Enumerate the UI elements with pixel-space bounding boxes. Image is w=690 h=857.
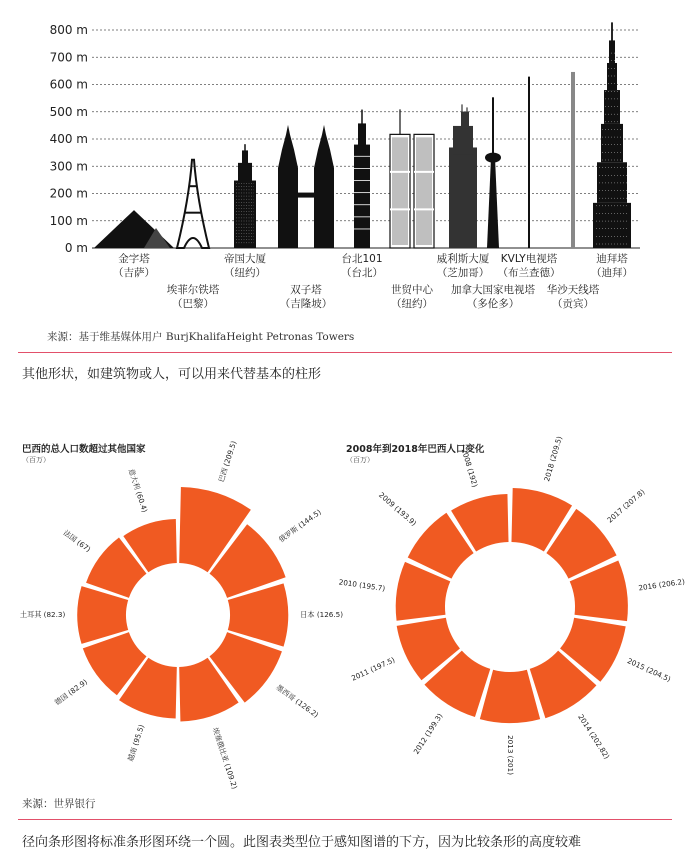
empire-crown: [242, 150, 248, 165]
radial-bar-label: 2016 (206.2): [637, 576, 686, 593]
burj-tier: [601, 124, 623, 162]
radial-bar-label: 2014 (202.82): [576, 712, 612, 761]
building-location-label: （多伦多）: [466, 298, 520, 310]
radial-bar-label: 2015 (204.5): [625, 656, 673, 684]
willis-mid: [453, 126, 473, 155]
building-name-label: 世贸中心: [391, 284, 433, 296]
building-7: [485, 97, 501, 248]
burj-tier: [604, 90, 620, 124]
building-location-label: （迪拜）: [591, 267, 633, 279]
building-location-label: （芝加哥）: [436, 267, 490, 279]
building-name-label: 双子塔: [290, 284, 322, 296]
building-shapes: [94, 22, 631, 248]
radial-bar-label: 意大利 (60.4): [126, 467, 150, 514]
building-name-label: 威利斯大厦: [436, 253, 490, 265]
petronas-skybridge: [298, 193, 314, 198]
radial-bar-label: 2011 (197.5): [349, 655, 397, 683]
radial-bar-label: 2017 (207.8): [605, 487, 647, 525]
building-10: [593, 22, 631, 248]
y-tick-label: 800 m: [49, 23, 88, 37]
wtc-tower-facade: [416, 137, 432, 245]
y-tick-label: 500 m: [49, 104, 88, 119]
y-tick-label: 400 m: [49, 132, 88, 146]
radial-bar-label: 2008 (192): [459, 447, 480, 489]
building-6: [449, 104, 477, 248]
taipei-body: [354, 144, 370, 248]
radial-bar-label: 法国 (67): [61, 528, 93, 554]
building-location-label: （布兰查德）: [497, 267, 561, 279]
building-5: [390, 109, 434, 248]
radial-chart-1-title: 巴西的总人口数超过其他国家: [22, 444, 146, 455]
empire-upper: [238, 163, 252, 184]
radial-bar-label: 2010 (195.7): [338, 577, 386, 593]
y-tick-label: 600 m: [49, 77, 88, 92]
building-location-label: （吉萨）: [113, 267, 155, 279]
petronas-tower: [278, 125, 298, 248]
radial-bar-label: 墨西哥 (126.2): [274, 682, 321, 720]
y-tick-label: 700 m: [49, 50, 88, 65]
y-tick-labels: [50, 23, 88, 255]
radial-bar-label: 日本 (126.5): [300, 610, 344, 619]
caption-2: 径向条形图将标准条形图环绕一个圆。此图表类型位于感知图谱的下方，因为比较条形的高度较难: [22, 835, 582, 850]
building-name-label: 埃菲尔铁塔: [166, 284, 220, 296]
y-tick-label: 100 m: [49, 213, 88, 228]
building-name-label: 迪拜塔: [596, 253, 628, 265]
radial-chart-1-unit: （百万）: [22, 456, 50, 464]
divider-1: [18, 352, 672, 353]
taipei-top: [358, 123, 366, 145]
radial-bar-label: 2009 (193.9): [377, 490, 419, 528]
building-location-label: （巴黎）: [172, 298, 214, 310]
building-location-label: （吉隆坡）: [279, 298, 333, 310]
building-1: [177, 160, 209, 248]
building-2: [234, 144, 256, 248]
building-location-label: （贡宾）: [552, 298, 594, 310]
building-location-label: （台北）: [341, 267, 383, 279]
radial-bar-label: 2018 (209.5): [542, 435, 564, 483]
radial-bar-label: 2012 (199.3): [411, 711, 445, 756]
building-name-label: KVLY电视塔: [500, 253, 558, 265]
building-name-label: 帝国大厦: [224, 253, 266, 265]
radial-bar-label: 2013 (201): [506, 735, 516, 776]
radial-bar-label: 德国 (82.9): [52, 677, 90, 708]
willis-body: [449, 147, 477, 248]
building-height-chart: [0, 0, 690, 330]
radial-bar-label: 埃塞俄比亚 (109.2): [210, 726, 240, 791]
building-labels: [113, 252, 633, 310]
radial-chart-2-unit: （百万）: [346, 456, 374, 464]
building-0: [94, 210, 174, 248]
y-tick-label: 200 m: [49, 186, 88, 201]
building-4: [354, 110, 370, 248]
wtc-tower-facade: [392, 137, 408, 245]
caption-1: 其他形状，如建筑物或人，可以用来代替基本的柱形: [22, 367, 322, 382]
radial-bar-label: 土耳其 (82.3): [19, 610, 66, 619]
y-tick-label: 0 m: [64, 241, 88, 255]
y-tick-label: 300 m: [49, 159, 88, 174]
building-location-label: （纽约）: [224, 267, 266, 279]
radial-bar-label: 巴西 (209.5): [216, 439, 239, 484]
cn-shaft: [487, 158, 499, 248]
warsaw-mast: [571, 72, 575, 248]
radial-bar-segment: [480, 670, 540, 723]
empire-body: [234, 181, 256, 248]
burj-tier: [607, 63, 617, 90]
source-note-1: 来源：基于维基媒体用户 BurjKhalifaHeight Petronas Towers: [47, 331, 355, 343]
petronas-tower: [314, 125, 334, 248]
divider-2: [18, 819, 672, 820]
building-location-label: （纽约）: [391, 298, 433, 310]
building-name-label: 加拿大国家电视塔: [451, 284, 535, 296]
radial-bar-label: 俄罗斯 (144.5): [277, 507, 323, 545]
building-name-label: 台北101: [341, 253, 383, 265]
eiffel-shape: [177, 160, 209, 248]
source-note-2: 来源：世界银行: [22, 798, 96, 810]
building-name-label: 华沙天线塔: [546, 284, 600, 296]
building-3: [278, 125, 334, 248]
burj-tier: [597, 162, 627, 203]
radial-chart-2-title: 2008年到2018年巴西人口变化: [346, 444, 485, 455]
building-9: [571, 72, 575, 248]
radial-bar-label: 越南 (95.5): [125, 723, 147, 763]
burj-tier: [593, 203, 631, 248]
building-name-label: 金字塔: [118, 253, 150, 265]
